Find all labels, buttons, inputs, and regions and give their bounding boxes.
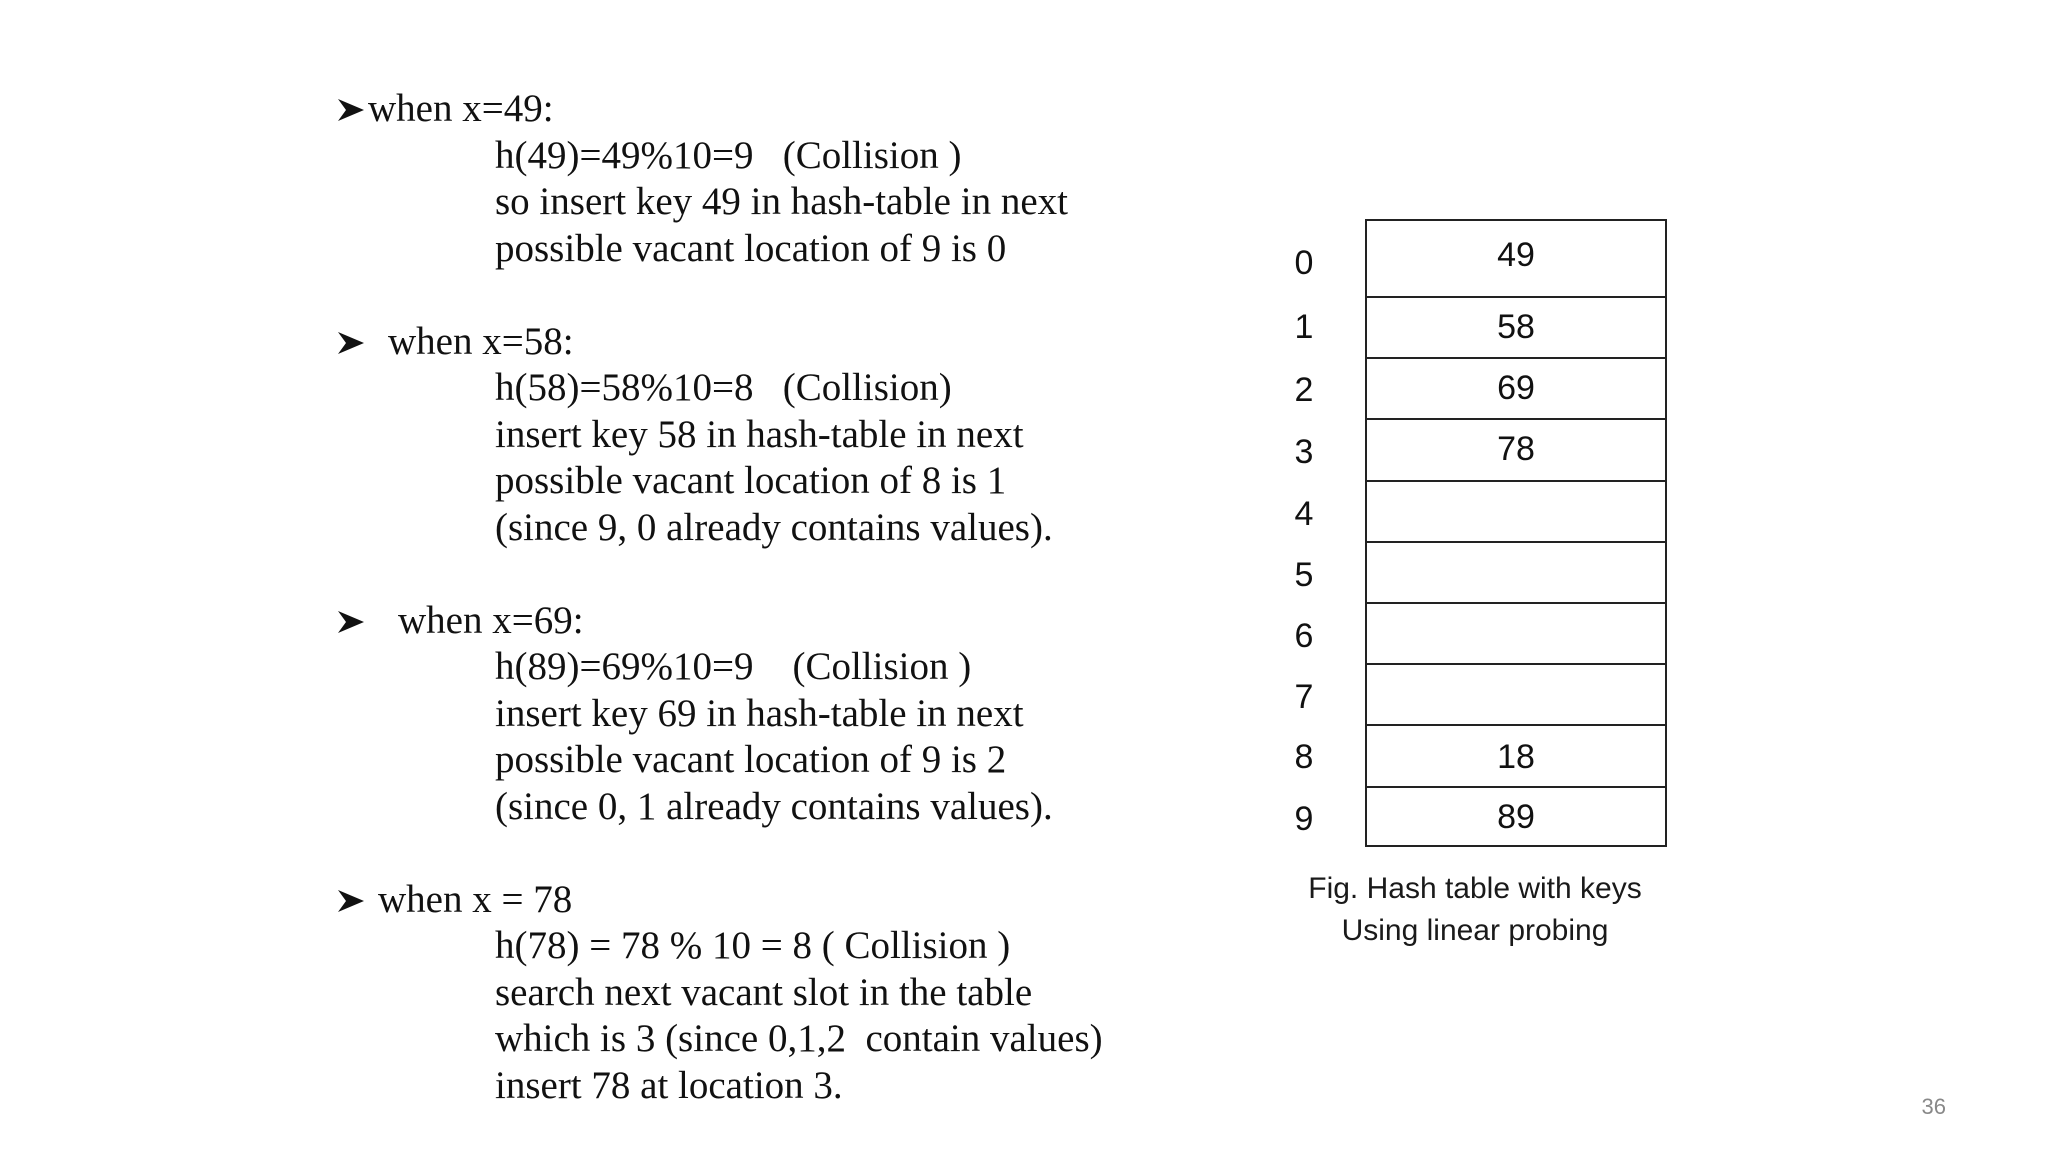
step-line: (since 9, 0 already contains values). bbox=[495, 505, 1053, 549]
step-line: h(89)=69%10=9 (Collision ) bbox=[495, 645, 972, 688]
figure-caption-line: Using linear probing bbox=[1341, 914, 1609, 947]
figure-caption bbox=[1265, 868, 1685, 952]
step-heading-text: when x=69: bbox=[398, 598, 584, 642]
step-line: possible vacant location of 8 is 1 bbox=[495, 459, 1007, 502]
slot-index: 8 bbox=[1294, 738, 1314, 777]
step-heading bbox=[338, 319, 1238, 366]
step-line: (since 0, 1 already contains values). bbox=[495, 784, 1053, 828]
step-line: h(49)=49%10=9 (Collision ) bbox=[495, 133, 962, 177]
step-line: so insert key 49 in hash-table in next bbox=[495, 180, 1068, 223]
hash-table-row bbox=[1294, 602, 1667, 663]
slot-index: 1 bbox=[1294, 308, 1314, 346]
steps-list bbox=[338, 86, 1238, 1109]
step-line: insert key 69 in hash-table in next bbox=[495, 691, 1024, 735]
slot-value: 78 bbox=[1497, 430, 1535, 469]
step-line: insert key 58 in hash-table in next bbox=[495, 412, 1024, 456]
arrow-bullet-icon bbox=[338, 890, 364, 912]
hash-table-row bbox=[1294, 663, 1667, 724]
step-line: h(58)=58%10=8 (Collision) bbox=[495, 366, 952, 409]
step-heading bbox=[338, 86, 1238, 133]
page-number: 36 bbox=[1921, 1094, 1946, 1119]
arrow-bullet-icon bbox=[338, 332, 364, 354]
slot-value: 58 bbox=[1497, 308, 1535, 346]
step-heading bbox=[338, 598, 1238, 645]
step-x69 bbox=[338, 598, 1238, 831]
step-x49 bbox=[338, 86, 1238, 272]
step-line: possible vacant location of 9 is 0 bbox=[495, 226, 1007, 270]
slot-index: 5 bbox=[1294, 555, 1314, 594]
slot-index: 9 bbox=[1294, 799, 1314, 838]
slot-value: 69 bbox=[1497, 369, 1535, 408]
slot-index: 3 bbox=[1294, 433, 1314, 472]
figure-caption-line: Fig. Hash table with keys bbox=[1308, 872, 1642, 905]
hash-table bbox=[1294, 219, 1667, 847]
hash-table-row bbox=[1294, 724, 1667, 785]
hash-table-row bbox=[1294, 357, 1667, 418]
step-heading-text: when x = 78 bbox=[378, 877, 573, 921]
slot-index: 7 bbox=[1294, 678, 1314, 717]
slot-index: 4 bbox=[1294, 494, 1314, 533]
slot-value: 18 bbox=[1497, 738, 1535, 777]
hash-table-row bbox=[1294, 541, 1667, 602]
arrow-bullet-icon bbox=[338, 611, 364, 633]
step-line: insert 78 at location 3. bbox=[495, 1063, 843, 1107]
slot-value: 49 bbox=[1497, 236, 1535, 274]
step-heading bbox=[338, 877, 1238, 924]
slot-index: 6 bbox=[1294, 616, 1314, 655]
slot-index: 0 bbox=[1294, 244, 1314, 282]
hash-table-row bbox=[1294, 786, 1667, 847]
step-line: h(78) = 78 % 10 = 8 ( Collision ) bbox=[495, 924, 1011, 967]
step-x58 bbox=[338, 319, 1238, 552]
step-line: which is 3 (since 0,1,2 contain values) bbox=[495, 1017, 1103, 1060]
hash-table-row bbox=[1294, 418, 1667, 479]
hash-table-row bbox=[1294, 219, 1667, 296]
hash-table-row bbox=[1294, 296, 1667, 357]
hash-table-row bbox=[1294, 480, 1667, 541]
slot-value: 89 bbox=[1497, 797, 1535, 836]
arrow-bullet-icon bbox=[338, 99, 364, 121]
slot-index: 2 bbox=[1294, 371, 1314, 410]
step-heading-text: when x=49: bbox=[368, 87, 554, 130]
step-x78 bbox=[338, 877, 1238, 1110]
step-line: possible vacant location of 9 is 2 bbox=[495, 738, 1007, 781]
step-heading-text: when x=58: bbox=[388, 319, 574, 363]
step-line: search next vacant slot in the table bbox=[495, 970, 1033, 1014]
